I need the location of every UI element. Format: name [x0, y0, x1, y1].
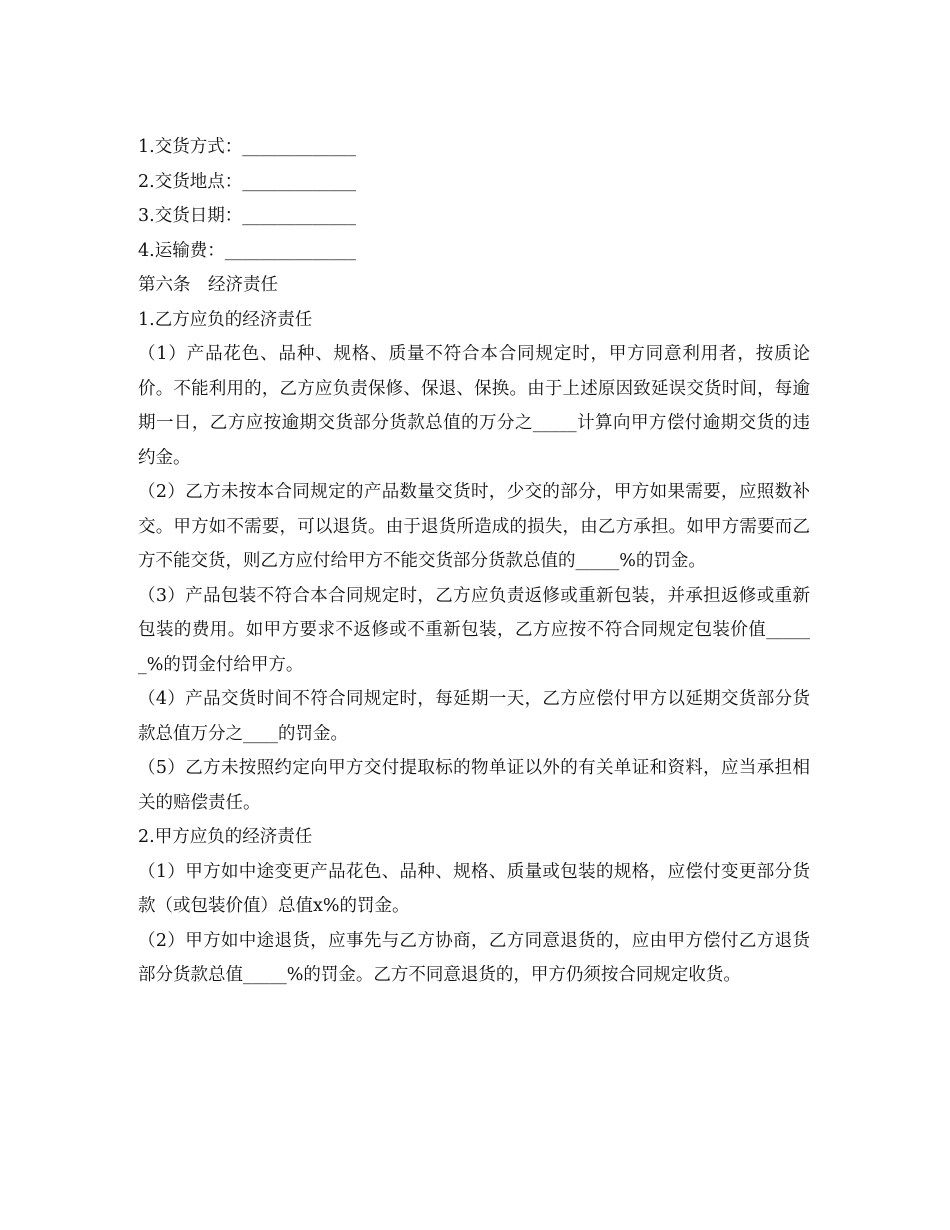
article-heading: 第六条 经济责任 — [138, 275, 278, 295]
seller-clause-5: （5）乙方未按照约定向甲方交付提取标的物单证以外的有关单证和资料，应当承担相关的赔偿责任。 — [138, 758, 810, 813]
document-body — [138, 130, 810, 993]
seller-clause-2: （2）乙方未按本合同规定的产品数量交货时，少交的部分，甲方如果需要，应照数补交。甲方如不需要，可以退货。由于退货所造成的损失，由乙方承担。如甲方需要而乙方不能交货，则乙方应付给甲方不能交货部分货款总值的_____%的罚金。 — [138, 482, 810, 571]
buyer-clause-2: （2）甲方如中途退货，应事先与乙方协商，乙方同意退货的，应由甲方偿付乙方退货部分货款总值_____%的罚金。乙方不同意退货的，甲方仍须按合同规定收货。 — [138, 930, 810, 985]
delivery-date-line: 3.交货日期：_____________ — [138, 206, 356, 226]
seller-clause-1: （1）产品花色、品种、规格、质量不符合本合同规定时，甲方同意利用者，按质论价。不能利用的，乙方应负责保修、保退、保换。由于上述原因致延误交货时间，每逾期一日，乙方应按逾期交货部分货款总值的万分之_____计算向甲方偿付逾期交货的违约金。 — [138, 344, 810, 468]
shipping-fee-line: 4.运输费：_______________ — [138, 240, 356, 261]
delivery-location-line: 2.交货地点：_____________ — [138, 171, 356, 192]
seller-liability-heading: 1.乙方应负的经济责任 — [138, 309, 313, 330]
buyer-clause-1: （1）甲方如中途变更产品花色、品种、规格、质量或包装的规格，应偿付变更部分货款（或包装价值）总值x%的罚金。 — [138, 861, 810, 916]
seller-clause-3: （3）产品包装不符合本合同规定时，乙方应负责返修或重新包装，并承担返修或重新包装的费用。如甲方要求不返修或不重新包装，乙方应按不符合同规定包装价值______%的罚金付给甲方。 — [138, 585, 810, 675]
delivery-method-line: 1.交货方式：_____________ — [138, 137, 356, 157]
buyer-liability-heading: 2.甲方应负的经济责任 — [138, 827, 313, 847]
seller-clause-4: （4）产品交货时间不符合同规定时，每延期一天，乙方应偿付甲方以延期交货部分货款总值万分之____的罚金。 — [138, 689, 810, 744]
